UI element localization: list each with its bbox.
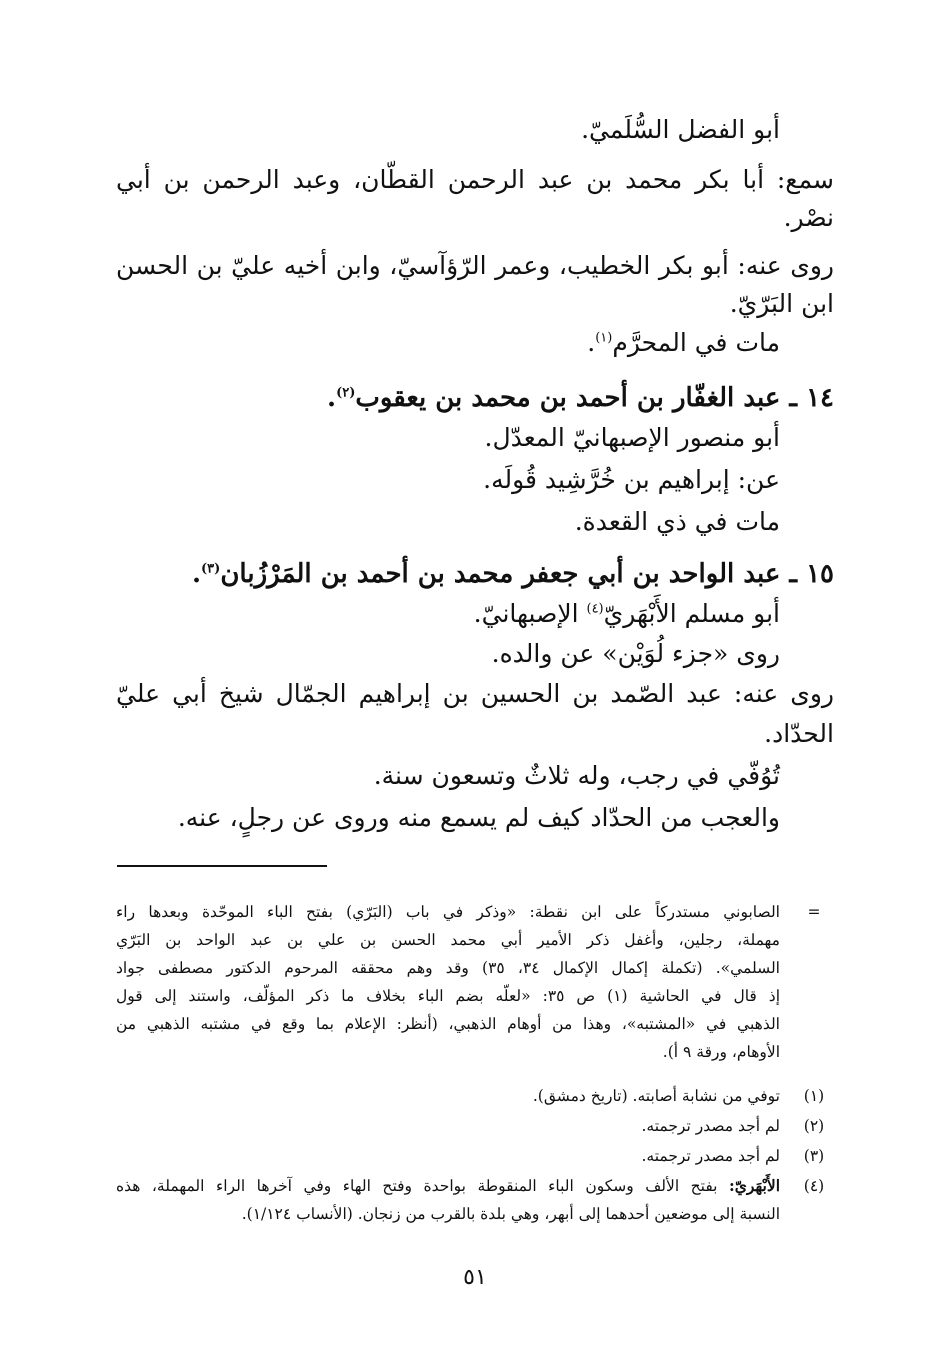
text-line: سمع: أبا بكر محمد بن عبد الرحمن القطّان، وعبد الرحمن بن أبي bbox=[116, 165, 834, 194]
footnote-marker: (١) bbox=[803, 1087, 825, 1105]
footnote-line: السلمي». (تكملة إكمال الإكمال ٣٤، ٣٥) وقد وهم محققه المرحوم الدكتور مصطفى جواد bbox=[116, 959, 780, 977]
footnote-ref: (٣) bbox=[201, 561, 221, 577]
text-line: تُوُفّي في رجب، وله ثلاثٌ وتسعون سنة. bbox=[373, 761, 780, 790]
text-line: نصْر. bbox=[783, 203, 834, 232]
footnote-line: لم أجد مصدر ترجمته. bbox=[641, 1147, 780, 1165]
footnote-line: توفي من نشابة أصابته. (تاريخ دمشق). bbox=[532, 1087, 780, 1105]
text-line: ابن البَرّيّ. bbox=[729, 289, 834, 318]
page-number: ٥١ bbox=[463, 1265, 487, 1290]
footnote-line: الأوهام، ورقة ٩ أ). bbox=[662, 1043, 780, 1061]
text-line: أبو الفضل السُّلَميّ. bbox=[581, 115, 780, 144]
text-span: أبو مسلم الأَبْهَريّ bbox=[603, 599, 780, 628]
footnote-line bbox=[116, 1174, 780, 1198]
footnote-line: مهملة، رجلين، وأغفل ذكر الأمير أبي محمد الحسن بن علي بن عبد الواحد بن البَرّي bbox=[116, 931, 780, 949]
text-line: روى عنه: عبد الصّمد بن الحسين بن إبراهيم الجمّال شيخ أبي عليّ bbox=[116, 679, 834, 708]
text-line: مات في ذي القعدة. bbox=[574, 507, 780, 536]
text-span: . bbox=[191, 559, 202, 589]
text-span: بفتح الألف وسكون الباء المنقوطة بواحدة وفتح الهاء وفي آخرها الراء المهملة، هذه bbox=[116, 1177, 718, 1195]
footnote-line: لم أجد مصدر ترجمته. bbox=[641, 1117, 780, 1135]
footnote-ref: (٢) bbox=[336, 385, 356, 401]
text-line bbox=[587, 325, 780, 361]
text-line bbox=[474, 596, 780, 632]
footnote-marker: (٣) bbox=[803, 1147, 825, 1165]
text-line: والعجب من الحدّاد كيف لم يسمع منه وروى عن رجلٍ، عنه. bbox=[177, 803, 780, 832]
footnote-line: إذ قال في الحاشية (١) ص ٣٥: «لعلّه بضم الباء بخلاف ما ذكر المؤلّف، واستند إلى قول bbox=[116, 987, 780, 1005]
footnote-marker: (٢) bbox=[803, 1117, 825, 1135]
text-line: روى «جزء لُوَيْن» عن والده. bbox=[491, 639, 780, 668]
text-line: عن: إبراهيم بن خُرَّشِيد قُولَه. bbox=[483, 465, 780, 494]
footnote-ref: (١) bbox=[595, 330, 613, 346]
text-span: الإصبهانيّ. bbox=[473, 599, 579, 628]
entry-heading bbox=[327, 380, 834, 416]
entry-title: ١٥ ـ عبد الواحد بن أبي جعفر محمد بن أحمد بن المَرْزُبان bbox=[220, 559, 834, 589]
text-span: . bbox=[327, 383, 337, 413]
text-span: مات في المحرَّم bbox=[612, 328, 780, 357]
footnote-line: النسبة إلى موضعين أحدهما إلى أبهر، وهي بلدة بالقرب من زنجان. (الأنساب ١/١٢٤). bbox=[241, 1205, 780, 1223]
footnote-separator bbox=[117, 865, 327, 867]
footnote-marker: (٤) bbox=[803, 1177, 825, 1195]
footnote-line: الذهبي في «المشتبه»، وهذا من أوهام الذهبي، (أنظر: الإعلام بما وقع في مشتبه الذهبي من bbox=[116, 1015, 780, 1033]
text-line: روى عنه: أبو بكر الخطيب، وعمر الرّؤآسيّ، وابن أخيه عليّ بن الحسن bbox=[116, 251, 834, 280]
footnote-line: الصابوني مستدركاً على ابن نقطة: «وذكر في باب (البَرّي) بفتح الباء الموحّدة وبعدها راء bbox=[116, 903, 780, 921]
text-span: . bbox=[587, 328, 596, 357]
entry-heading bbox=[192, 556, 834, 592]
footnote-marker: = bbox=[807, 903, 821, 921]
text-line: الحدّاد. bbox=[764, 719, 834, 748]
footnote-ref: (٤) bbox=[586, 601, 604, 617]
entry-title: ١٤ ـ عبد الغفّار بن أحمد بن محمد بن يعقوب bbox=[355, 383, 834, 413]
text-line: أبو منصور الإصبهانيّ المعدّل. bbox=[484, 423, 780, 452]
footnote-term: الأَبْهَريّ: bbox=[728, 1176, 780, 1195]
